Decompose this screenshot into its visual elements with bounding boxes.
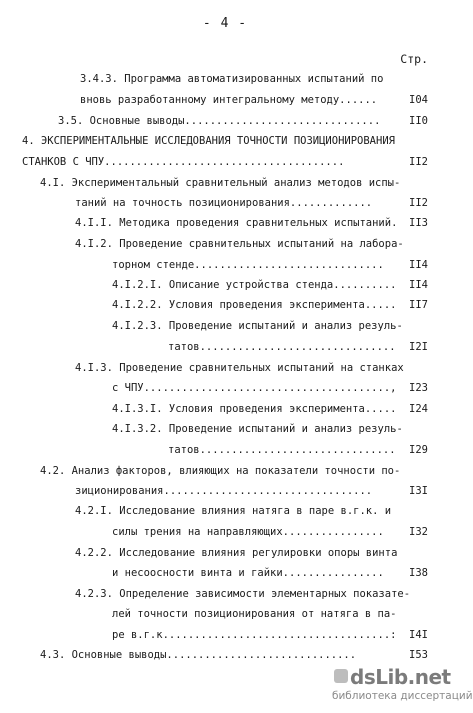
toc-line: 4.I.2.3. Проведение испытаний и анализ резуль- <box>112 320 403 332</box>
toc-line: 4.I.I. Методика проведения сравнительных испытаний. <box>75 217 398 229</box>
toc-line: 4.2. Анализ факторов, влияющих на показатели точности по- <box>40 465 401 477</box>
watermark-brand: dsLib.net <box>350 665 451 689</box>
toc-line: 4.2.2. Исследование влияния регулировки опоры винта <box>75 547 398 559</box>
toc-line: 4.I.2.2. Условия проведения эксперимента..... <box>112 299 397 311</box>
toc-line: 4.I.2.I. Описание устройства стенда.......... <box>112 279 397 291</box>
toc-page-number: II4 <box>409 279 428 291</box>
toc-page-number: I2I <box>409 341 428 353</box>
toc-line: 4.2.3. Определение зависимости элементарных показате- <box>75 588 411 600</box>
toc-page-number: I38 <box>409 567 428 579</box>
dslib-watermark <box>332 665 473 705</box>
toc-line: силы трения на направляющих................ <box>112 526 384 538</box>
toc-line: татов............................... <box>168 341 396 353</box>
toc-line: вновь разработанному интегральному методу...... <box>80 94 378 106</box>
toc-page-number: II7 <box>409 299 428 311</box>
toc-line: таний на точность позиционирования............. <box>75 197 373 209</box>
watermark-caption: библиотека диссертаций <box>332 690 473 702</box>
toc-line: 3.5. Основные выводы............................... <box>58 115 381 127</box>
toc-line: лей точности позиционирования от натяга в па- <box>112 608 397 620</box>
toc-page-number: II3 <box>409 217 428 229</box>
toc-line: 4.I.3. Проведение сравнительных испытаний на станках <box>75 362 404 374</box>
toc-line: 3.4.3. Программа автоматизированных испытаний по <box>80 73 384 85</box>
toc-page-number: I04 <box>409 94 428 106</box>
toc-line: татов............................... <box>168 444 396 456</box>
toc-line: торном стенде.............................. <box>112 259 384 271</box>
toc-page-number: I53 <box>409 649 428 661</box>
page-column-label: Стр. <box>400 52 428 66</box>
toc-line: 4.I.2. Проведение сравнительных испытаний на лабора- <box>75 238 404 250</box>
page-number: - 4 - <box>202 16 248 31</box>
toc-page-number: II0 <box>409 115 428 127</box>
toc-page-number: I24 <box>409 403 428 415</box>
toc-line: 4.3. Основные выводы.............................. <box>40 649 357 661</box>
toc-page-number: I29 <box>409 444 428 456</box>
toc-page-number: II2 <box>409 156 428 168</box>
toc-page-number: I32 <box>409 526 428 538</box>
toc-page-number: I4I <box>409 629 428 641</box>
toc-line: 4.2.I. Исследование влияния натяга в паре в.г.к. и <box>75 505 392 517</box>
toc-page-number: I23 <box>409 382 428 394</box>
toc-line: 4.I.3.2. Проведение испытаний и анализ резуль- <box>112 423 403 435</box>
toc-page-number: II4 <box>409 259 428 271</box>
toc-line: зиционирования................................. <box>75 485 373 497</box>
toc-line: СТАНКОВ С ЧПУ...................................... <box>22 156 345 168</box>
toc-line: ре в.г.к....................................: <box>112 629 397 641</box>
toc-line: 4.I.3.I. Условия проведения эксперимента..... <box>112 403 397 415</box>
toc-line: с ЧПУ......................................., <box>112 382 397 394</box>
toc-line: 4.I. Экспериментальный сравнительный анализ методов испы- <box>40 177 401 189</box>
toc-line: и несоосности винта и гайки................ <box>112 567 384 579</box>
toc-line: 4. ЭКСПЕРИМЕНТАЛЬНЫЕ ИССЛЕДОВАНИЯ ТОЧНОСТИ ПОЗИЦИОНИРОВАНИЯ <box>22 135 395 147</box>
dslib-logo-icon <box>334 669 348 683</box>
toc-page-number: I3I <box>409 485 428 497</box>
toc-page-number: II2 <box>409 197 428 209</box>
